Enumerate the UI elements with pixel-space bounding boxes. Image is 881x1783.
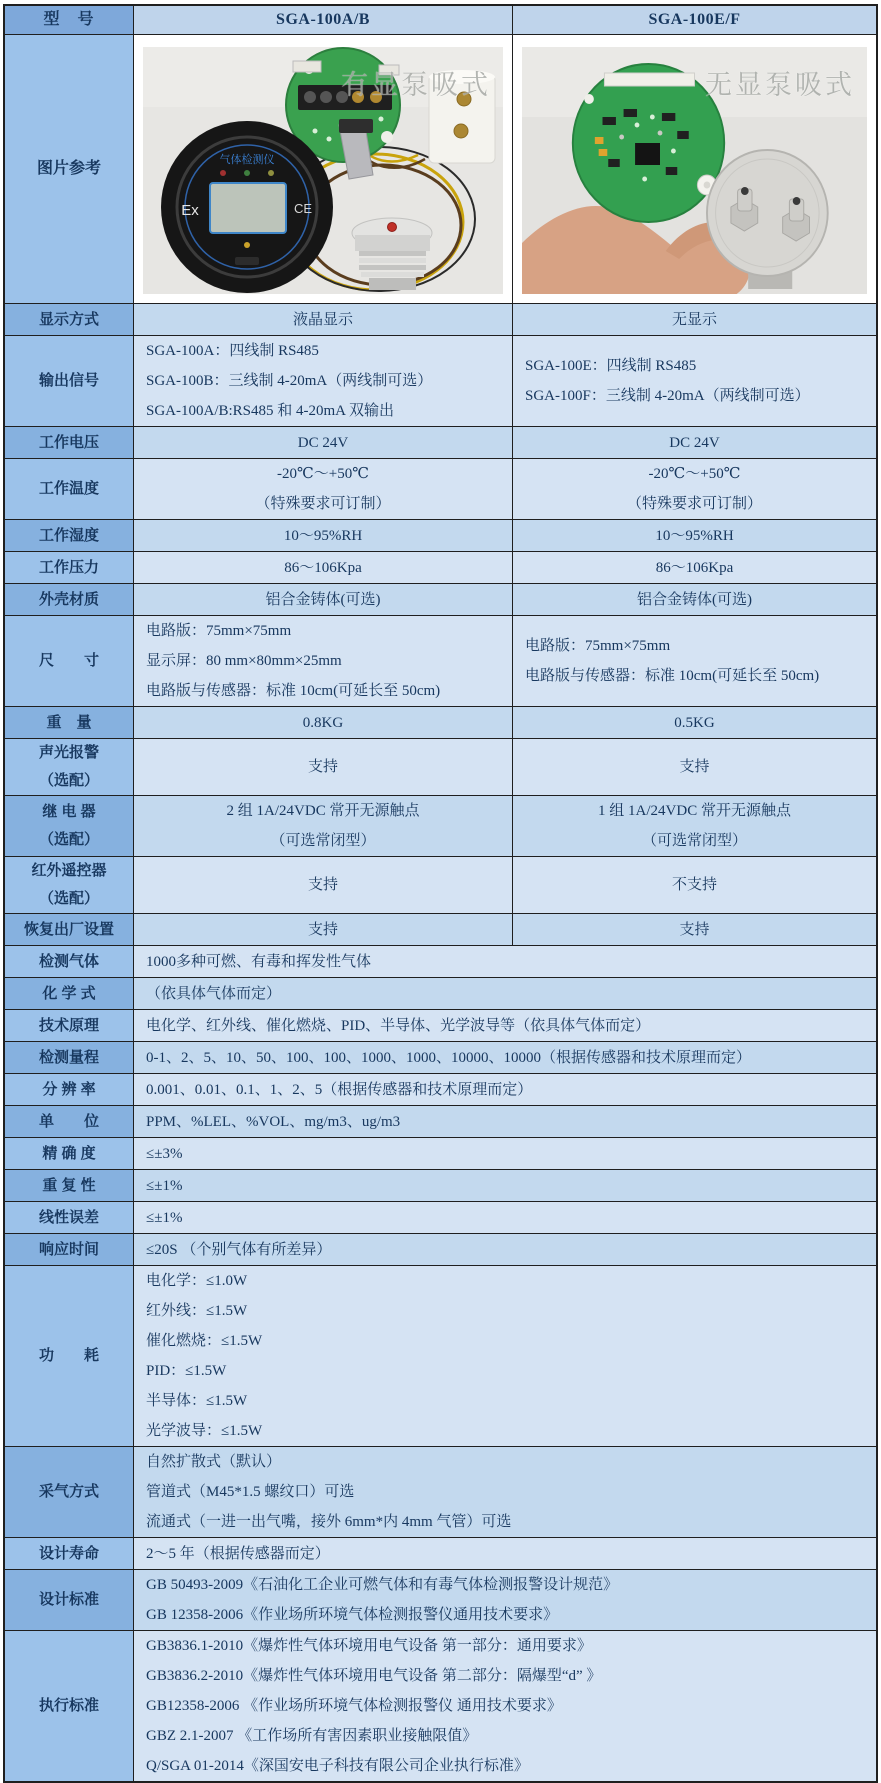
- spec-row: [5, 707, 876, 739]
- spec-value-cell: [134, 946, 876, 977]
- spec-value-cell: [134, 1202, 876, 1233]
- spec-row: [5, 616, 876, 707]
- photo-cell-sga100ef: [512, 35, 876, 303]
- row-label: [5, 427, 134, 458]
- spec-value-cell: [134, 1570, 876, 1630]
- spec-value-cell: [134, 857, 512, 913]
- spec-value-cell: [134, 427, 512, 458]
- spec-value-line: 流通式（一进一出气嘴，接外 6mm*内 4mm 气管）可选: [146, 1514, 512, 1530]
- row-label-line: 工作压力: [38, 558, 99, 576]
- header-model-sga100ab-text: SGA-100A/B: [276, 11, 370, 28]
- spec-value-line: 电路版与传感器：标准 10cm(可延长至 50cm): [525, 668, 820, 684]
- spec-value-line: 0-1、2、5、10、50、100、100、1000、1000、10000、10000（根据传感器和技术原理而定）: [146, 1049, 751, 1066]
- spec-row: [5, 1631, 876, 1781]
- product-photo-sga100ef: [522, 47, 867, 294]
- spec-value-cell: [134, 739, 512, 795]
- spec-value-cell: [512, 857, 876, 913]
- spec-value-cell: [512, 552, 876, 583]
- spec-row: [5, 1266, 876, 1447]
- spec-row: [5, 552, 876, 584]
- row-label-line: 输出信号: [38, 372, 99, 389]
- spec-row: [5, 427, 876, 459]
- spec-row: [5, 1538, 876, 1570]
- spec-row: [5, 1234, 876, 1266]
- row-label: [5, 796, 134, 856]
- spec-row: [5, 1202, 876, 1234]
- spec-value-line: （可选常闭型）: [641, 833, 747, 849]
- spec-value-cell: [134, 1106, 876, 1137]
- spec-value-cell: [134, 1447, 876, 1537]
- row-label-line: 显示方式: [38, 310, 99, 328]
- detector-ex-marking: Ex: [181, 201, 199, 219]
- photo-reference-row: [5, 35, 876, 304]
- row-label-line: 外壳材质: [38, 590, 99, 608]
- spec-value-cell: [512, 616, 876, 706]
- row-label: [5, 1538, 134, 1569]
- spec-value-line: SGA-100E：四线制 RS485: [525, 358, 697, 374]
- row-label: [5, 584, 134, 615]
- spec-value-line: 铝合金铸体(可选): [265, 591, 381, 608]
- spec-value-line: 电化学、红外线、催化燃烧、PID、半导体、光学波导等（依具体气体而定）: [146, 1017, 651, 1034]
- header-model-label-text: 型 号: [43, 11, 95, 28]
- row-label: [5, 1138, 134, 1169]
- spec-value-cell: [134, 1074, 876, 1105]
- photo-watermark: 无显泵吸式: [705, 69, 855, 100]
- row-label: [5, 1447, 134, 1537]
- spec-value-cell: [134, 796, 512, 856]
- row-label-line: 单 位: [38, 1112, 99, 1130]
- spec-value-cell: [512, 914, 876, 945]
- spec-value-cell: [134, 914, 512, 945]
- spec-value-line: PID：≤1.5W: [146, 1363, 227, 1379]
- row-label-line: 响应时间: [38, 1240, 99, 1258]
- spec-value-cell: [134, 616, 512, 706]
- photo-cell-sga100ab: [134, 35, 512, 303]
- row-label: [5, 978, 134, 1009]
- header-model-sga100ef-text: SGA-100E/F: [648, 11, 741, 28]
- row-label-line: 继 电 器: [42, 803, 96, 820]
- spec-row: [5, 1138, 876, 1170]
- spec-value-cell: [134, 707, 512, 738]
- header-model-sga100ef: [512, 6, 876, 34]
- row-label: [5, 1202, 134, 1233]
- spec-value-line: 2～5 年（根据传感器而定）: [146, 1545, 330, 1562]
- row-label: [5, 616, 134, 706]
- spec-value-cell: [134, 1266, 876, 1446]
- spec-value-cell: [512, 584, 876, 615]
- spec-value-line: SGA-100A：四线制 RS485: [146, 343, 319, 359]
- spec-value-line: （特殊要求可订制）: [255, 496, 391, 512]
- spec-value-cell: [134, 584, 512, 615]
- spec-value-line: 10～95%RH: [655, 527, 734, 544]
- row-label-line: 功 耗: [38, 1347, 99, 1364]
- spec-value-line: -20℃～+50℃: [276, 466, 369, 482]
- spec-row: [5, 1170, 876, 1202]
- row-label: [5, 1570, 134, 1630]
- spec-value-line: ≤±3%: [146, 1145, 183, 1162]
- spec-rows-container: [5, 304, 876, 1781]
- spec-row: [5, 304, 876, 336]
- spec-value-cell: [134, 1631, 876, 1781]
- spec-value-cell: [512, 459, 876, 519]
- spec-row: [5, 946, 876, 978]
- spec-value-line: 0.001、0.01、0.1、1、2、5（根据传感器和技术原理而定）: [146, 1081, 533, 1098]
- spec-value-line: ≤20S （个别气体有所差异）: [146, 1241, 332, 1258]
- spec-value-line: （依具体气体而定）: [146, 985, 282, 1002]
- row-label-line: 执行标准: [38, 1697, 99, 1714]
- row-label-line: 重 复 性: [42, 1176, 96, 1194]
- spec-value-line: GB3836.2-2010《爆炸性气体环境用电气设备 第二部分：隔爆型“d” 》: [146, 1668, 602, 1684]
- row-label: [5, 707, 134, 738]
- spec-value-cell: [512, 427, 876, 458]
- row-label-line: 设计标准: [38, 1591, 99, 1608]
- spec-row: [5, 1106, 876, 1138]
- spec-row: [5, 914, 876, 946]
- row-label: [5, 520, 134, 551]
- row-label-line: （选配）: [38, 772, 99, 789]
- row-label: [5, 1631, 134, 1781]
- spec-value-line: DC 24V: [669, 434, 720, 451]
- spec-value-cell: [134, 552, 512, 583]
- spec-value-cell: [134, 1538, 876, 1569]
- header-model-label: [5, 6, 134, 34]
- spec-value-line: 催化燃烧：≤1.5W: [146, 1333, 263, 1349]
- spec-row: [5, 739, 876, 796]
- spec-value-line: SGA-100F：三线制 4-20mA（两线制可选）: [525, 388, 810, 404]
- spec-value-line: 支持: [307, 921, 338, 938]
- spec-row: [5, 1570, 876, 1631]
- spec-value-cell: [134, 1170, 876, 1201]
- spec-value-cell: [512, 336, 876, 426]
- row-label-line: 线性误差: [38, 1208, 99, 1226]
- spec-value-line: DC 24V: [297, 434, 349, 451]
- spec-value-cell: [512, 739, 876, 795]
- spec-value-line: 0.5KG: [674, 714, 715, 731]
- spec-value-cell: [134, 459, 512, 519]
- spec-value-line: Q/SGA 01-2014《深国安电子科技有限公司企业执行标准》: [146, 1758, 529, 1774]
- spec-row: [5, 1042, 876, 1074]
- spec-value-cell: [512, 707, 876, 738]
- spec-value-line: PPM、%LEL、%VOL、mg/m3、ug/m3: [146, 1113, 401, 1130]
- spec-table: [3, 4, 878, 1783]
- spec-value-cell: [134, 336, 512, 426]
- row-label: [5, 1234, 134, 1265]
- spec-value-line: 2 组 1A/24VDC 常开无源触点: [226, 803, 420, 819]
- spec-value-line: 86～106Kpa: [655, 559, 734, 576]
- spec-value-cell: [134, 1042, 876, 1073]
- row-label-line: 检测气体: [38, 952, 99, 970]
- spec-value-line: 半导体：≤1.5W: [146, 1393, 248, 1409]
- row-label: [5, 1106, 134, 1137]
- spec-value-cell: [512, 304, 876, 335]
- spec-value-line: SGA-100B：三线制 4-20mA（两线制可选）: [146, 373, 433, 389]
- row-label-line: 恢复出厂设置: [23, 920, 114, 938]
- spec-row: [5, 978, 876, 1010]
- spec-value-line: 86～106Kpa: [284, 559, 362, 576]
- row-label: [5, 739, 134, 795]
- spec-value-line: （可选常闭型）: [270, 833, 376, 849]
- spec-value-cell: [512, 520, 876, 551]
- spec-value-line: GB 50493-2009《石油化工企业可燃气体和有毒气体检测报警设计规范》: [146, 1577, 619, 1593]
- table-header-row: [5, 6, 876, 35]
- spec-value-line: 自然扩散式（默认）: [146, 1454, 282, 1470]
- spec-row: [5, 1074, 876, 1106]
- spec-row: [5, 459, 876, 520]
- spec-value-cell: [134, 978, 876, 1009]
- photo-watermark: 有显泵吸式: [341, 69, 491, 100]
- row-label: [5, 336, 134, 426]
- row-label-line: 工作湿度: [38, 526, 99, 544]
- row-label-line: 检测量程: [38, 1048, 99, 1066]
- row-label: [5, 946, 134, 977]
- detector-title-text: 气体检测仪: [219, 153, 275, 166]
- detector-ce-marking: CE: [293, 200, 313, 216]
- row-label: [5, 1042, 134, 1073]
- row-label-line: 尺 寸: [38, 652, 99, 669]
- row-label-line: 红外遥控器: [31, 862, 107, 879]
- spec-value-line: GB12358-2006 《作业场所环境气体检测报警仪 通用技术要求》: [146, 1698, 562, 1714]
- photo-row-label: [5, 35, 134, 303]
- spec-row: [5, 1447, 876, 1538]
- spec-value-line: 支持: [307, 759, 338, 775]
- spec-value-line: 不支持: [671, 877, 717, 893]
- spec-value-line: 电路版与传感器：标准 10cm(可延长至 50cm): [146, 683, 441, 699]
- row-label: [5, 1010, 134, 1041]
- row-label-line: 精 确 度: [42, 1144, 96, 1162]
- row-label-line: 采气方式: [38, 1483, 99, 1500]
- spec-value-cell: [134, 1138, 876, 1169]
- spec-value-line: 0.8KG: [302, 714, 344, 731]
- row-label: [5, 857, 134, 913]
- row-label-line: 化 学 式: [42, 984, 96, 1002]
- spec-value-line: -20℃～+50℃: [648, 466, 741, 482]
- spec-value-cell: [134, 1234, 876, 1265]
- spec-row: [5, 1010, 876, 1042]
- spec-value-line: 铝合金铸体(可选): [637, 591, 752, 608]
- spec-value-line: 电化学：≤1.0W: [146, 1273, 248, 1289]
- header-model-sga100ab: [134, 6, 512, 34]
- spec-row: [5, 336, 876, 427]
- row-label: [5, 1266, 134, 1446]
- spec-row: [5, 796, 876, 857]
- row-label: [5, 1074, 134, 1105]
- row-label-line: 工作电压: [38, 433, 99, 451]
- row-label: [5, 914, 134, 945]
- spec-value-line: 显示屏：80 mm×80mm×25mm: [146, 653, 342, 669]
- spec-value-line: （特殊要求可订制）: [626, 496, 762, 512]
- spec-value-line: ≤±1%: [146, 1209, 183, 1226]
- product-photo-sga100ab: [143, 47, 503, 294]
- spec-value-cell: [134, 304, 512, 335]
- spec-value-cell: [134, 520, 512, 551]
- row-label: [5, 459, 134, 519]
- spec-value-line: 1000多种可燃、有毒和挥发性气体: [146, 953, 372, 970]
- spec-value-line: 光学波导：≤1.5W: [146, 1423, 263, 1439]
- spec-value-line: 管道式（M45*1.5 螺纹口）可选: [146, 1484, 355, 1500]
- row-label-line: （选配）: [38, 890, 99, 907]
- spec-value-line: 支持: [307, 877, 338, 893]
- row-label: [5, 1170, 134, 1201]
- spec-row: [5, 857, 876, 914]
- photo-row-label-text: 图片参考: [36, 160, 101, 177]
- spec-value-line: 支持: [679, 759, 710, 775]
- spec-value-cell: [512, 796, 876, 856]
- row-label-line: （选配）: [38, 831, 99, 848]
- spec-value-line: GB3836.1-2010《爆炸性气体环境用电气设备 第一部分：通用要求》: [146, 1638, 592, 1654]
- spec-value-line: 支持: [679, 921, 710, 938]
- spec-value-line: GBZ 2.1-2007 《工作场所有害因素职业接触限值》: [146, 1728, 478, 1744]
- row-label-line: 重 量: [46, 713, 92, 731]
- spec-value-line: 10～95%RH: [283, 527, 363, 544]
- spec-value-line: SGA-100A/B:RS485 和 4-20mA 双输出: [146, 403, 394, 419]
- spec-value-line: 1 组 1A/24VDC 常开无源触点: [598, 803, 791, 819]
- row-label-line: 技术原理: [38, 1016, 99, 1034]
- spec-value-line: 液晶显示: [292, 311, 353, 328]
- spec-row: [5, 584, 876, 616]
- row-label: [5, 304, 134, 335]
- row-label: [5, 552, 134, 583]
- spec-value-line: 红外线：≤1.5W: [146, 1303, 248, 1319]
- row-label-line: 工作温度: [38, 480, 99, 497]
- spec-value-line: ≤±1%: [146, 1177, 183, 1194]
- row-label-line: 分 辨 率: [42, 1080, 96, 1098]
- spec-value-line: 无显示: [671, 311, 717, 328]
- row-label-line: 设计寿命: [38, 1544, 99, 1562]
- spec-value-line: 电路版：75mm×75mm: [525, 638, 671, 654]
- spec-row: [5, 520, 876, 552]
- spec-value-cell: [134, 1010, 876, 1041]
- row-label-line: 声光报警: [38, 744, 99, 761]
- spec-value-line: 电路版：75mm×75mm: [146, 623, 292, 639]
- spec-value-line: GB 12358-2006《作业场所环境气体检测报警仪通用技术要求》: [146, 1607, 559, 1623]
